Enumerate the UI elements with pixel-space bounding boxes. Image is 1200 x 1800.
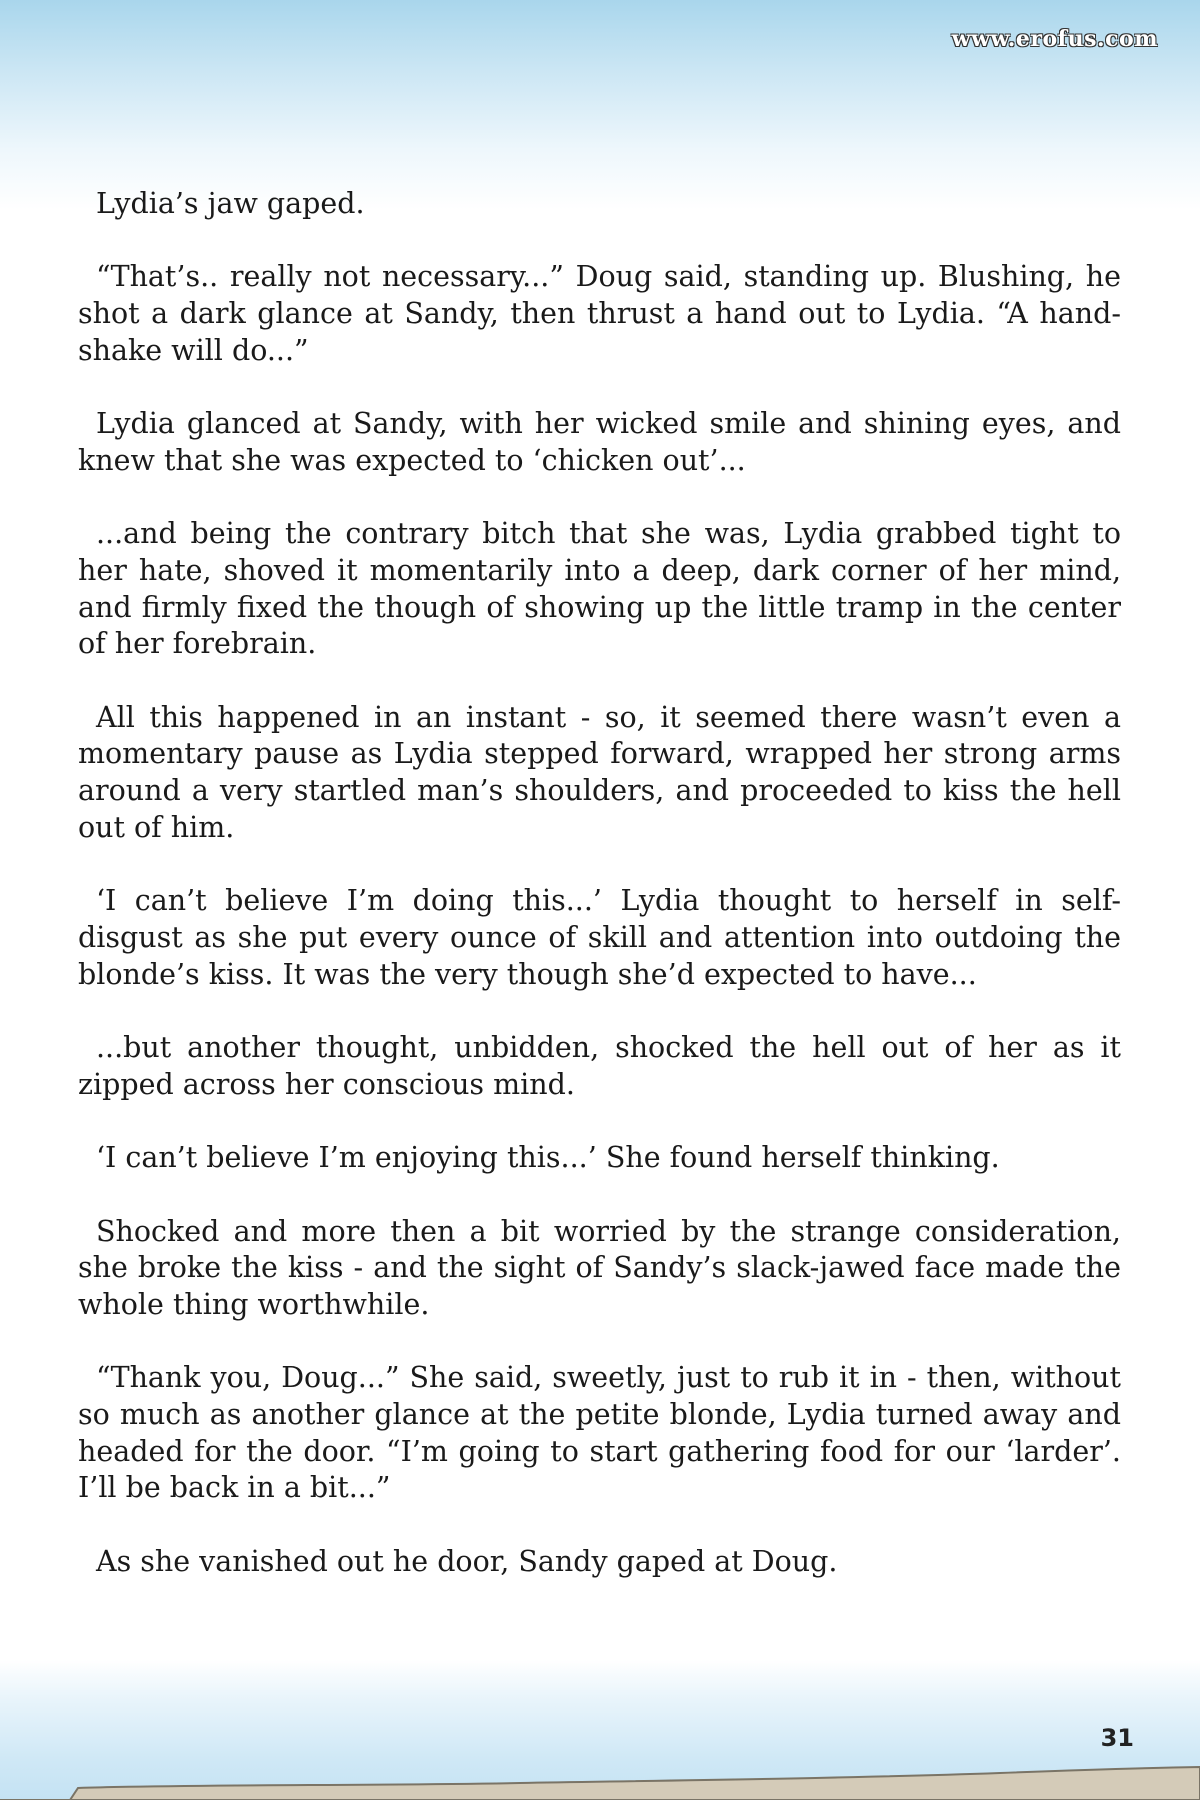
paragraph-8: ‘I can’t believe I’m enjoying this...’ She found herself thinking.: [96, 1141, 1000, 1175]
ground-fill: [0, 1767, 1200, 1800]
watermark: www.erofus.com: [951, 26, 1158, 52]
paragraph-3: Lydia glanced at Sandy, with her wicked smile and shining eyes, and knew that she was expected to ‘chicken out’...: [78, 407, 1121, 477]
paragraph-1: Lydia’s jaw gaped.: [96, 187, 365, 220]
paragraph-9: Shocked and more then a bit worried by the strange consideration, she broke the kiss - and the sight of Sandy’s slack-jawed face made the whole thing worthwhile.: [78, 1214, 1121, 1321]
page-number: 31: [1100, 1724, 1134, 1752]
ground-strip: [0, 1740, 1200, 1800]
paragraph-7: ...but another thought, unbidden, shocked the hell out of her as it zipped across her conscious mind.: [78, 1031, 1121, 1101]
paragraph-10: “Thank you, Doug...” She said, sweetly, just to rub it in - then, without so much as another glance at the petite blonde, Lydia turned away and headed for the door. “I’m going to start gathering food for our ‘larder’. I’ll be back in a bit...”: [78, 1361, 1121, 1505]
paragraph-4: ...and being the contrary bitch that she was, Lydia grabbed tight to her hate, shoved it momentarily into a deep, dark corner of her mind, and firmly fixed the though of showing up the little tramp in the center of her forebrain.: [78, 517, 1121, 661]
paragraph-2: “That’s.. really not necessary...” Doug said, standing up. Blushing, he shot a dark glance at Sandy, then thrust a hand out to Lydia. “A hand-shake will do...”: [78, 260, 1121, 367]
paragraph-11: As she vanished out he door, Sandy gaped at Doug.: [96, 1544, 838, 1578]
paragraph-6: ‘I can’t believe I’m doing this...’ Lydia thought to herself in self-disgust as she put every ounce of skill and attention into outdoing the blonde’s kiss. It was the very though she’d expected to have...: [78, 884, 1121, 991]
story-text: [78, 186, 1121, 1617]
paragraph-5: All this happened in an instant - so, it seemed there wasn’t even a momentary pause as Lydia stepped forward, wrapped her strong arms around a very startled man’s shoulders, and proceeded to kiss the hell out of him.: [78, 700, 1121, 844]
